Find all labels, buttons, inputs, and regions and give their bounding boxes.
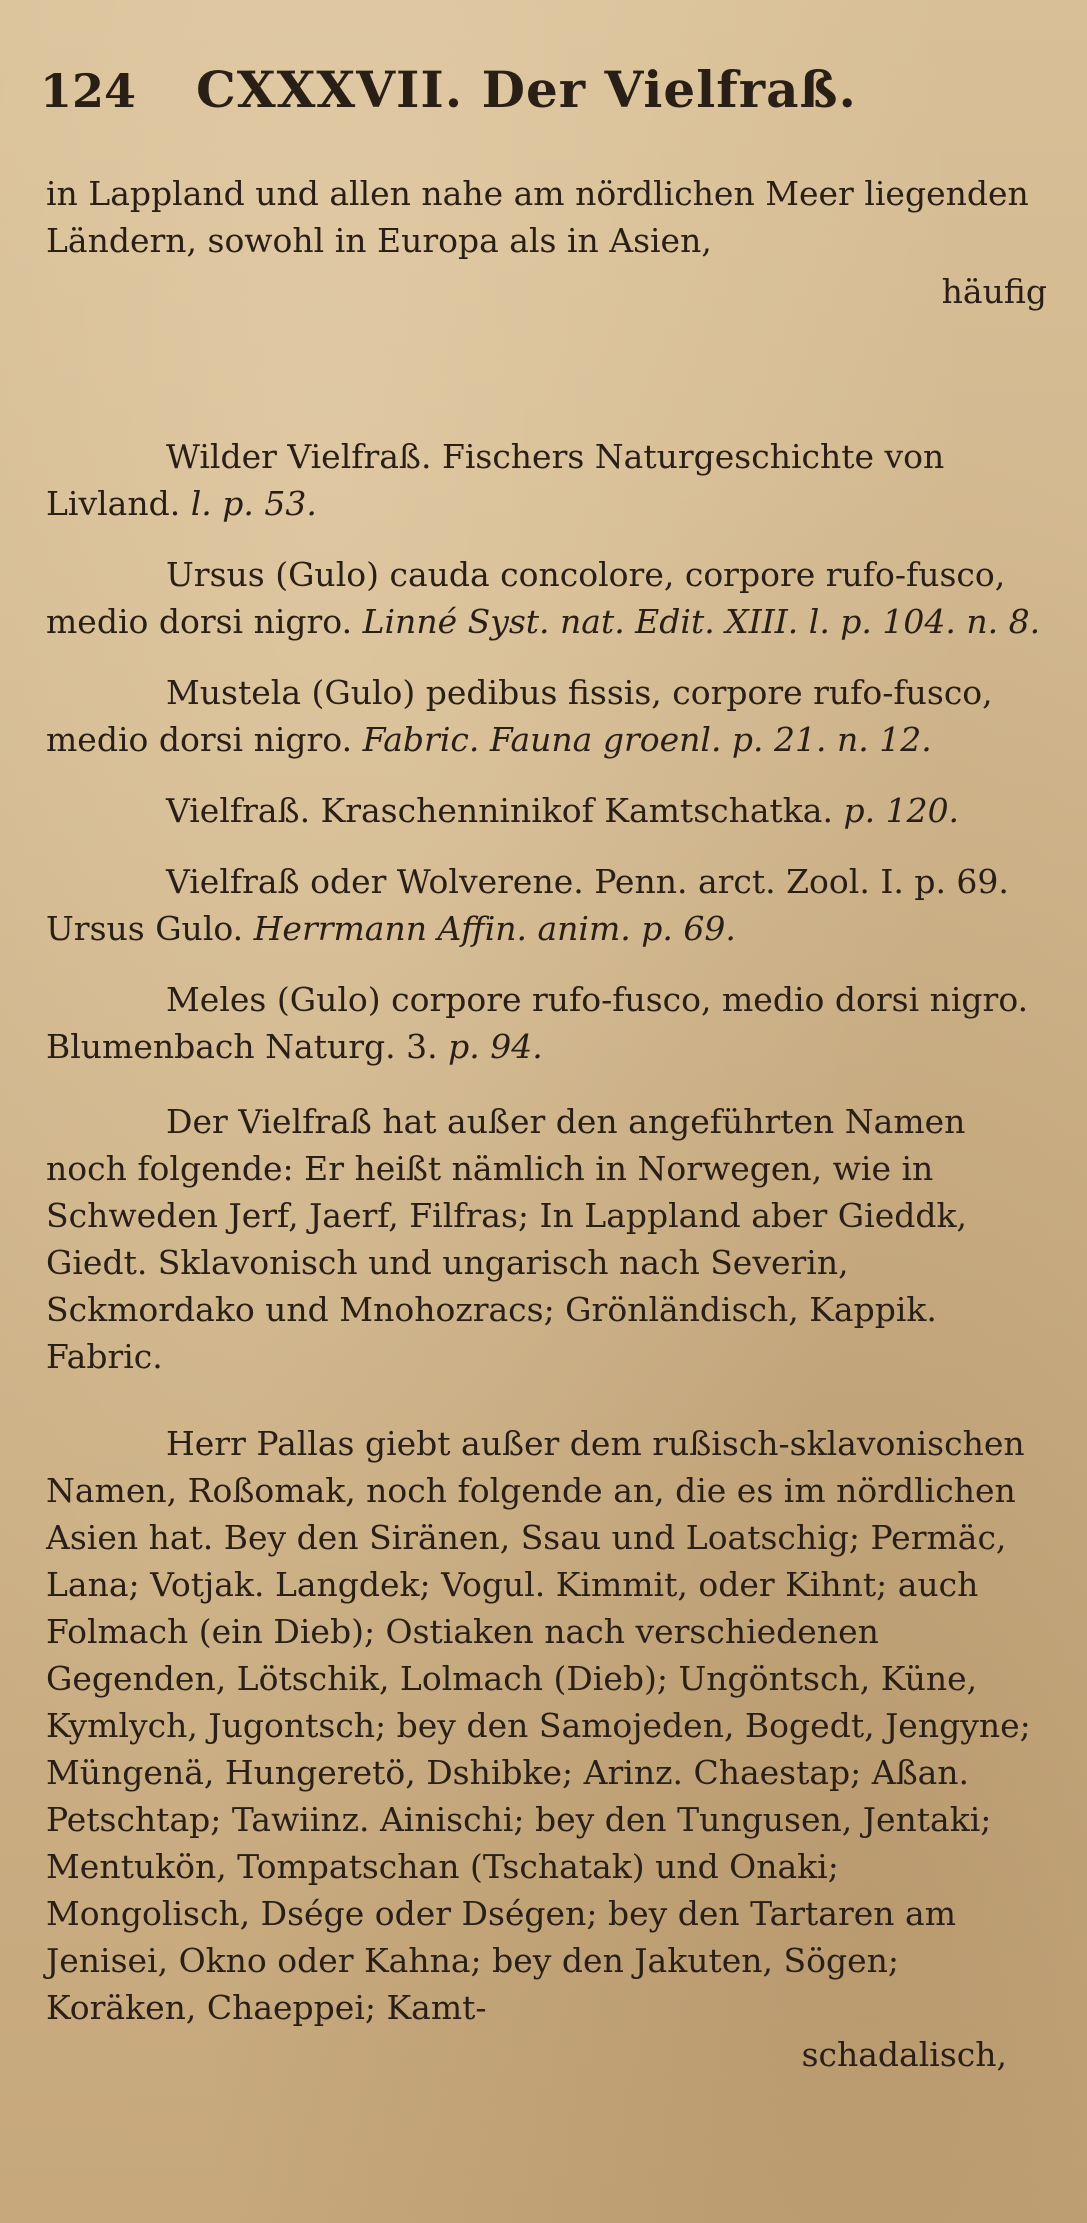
synonym-text: Mustela (Gulo) pedibus fissis, corpore rufo-fusco, medio dorsi nigro. [46, 673, 993, 759]
synonym-reference: p. 120. [843, 791, 960, 830]
synonym-text: Vielfraß oder Wolverene. Penn. arct. Zool. I. p. 69. Ursus Gulo. [46, 862, 1009, 948]
opening-text: in Lappland und allen nahe am nördlichen Meer liegenden Ländern, sowohl in Europa als in Asien, [46, 174, 1029, 260]
synonym-entry [46, 669, 1047, 763]
synonym-text: Ursus (Gulo) cauda concolore, corpore rufo-fusco, medio dorsi nigro. [46, 555, 1006, 641]
paragraph-pallas: Herr Pallas giebt außer dem rußisch-sklavonischen Namen, Roßomak, noch folgende an, die es im nördlichen Asien hat. Bey den Siränen, Ssau und Loatschig; Permäc, Lana; Votjak. Langdek; Vogul. Kimmit, oder Kihnt; auch Folmach (ein Dieb); Ostiaken nach verschiedenen Gegenden, Lötschik, Lolmach (Dieb); Ungöntsch, Küne, Kymlych, Jugontsch; bey den Samojeden, Bogedt, Jengyne; Müngenä, Hungeretö, Dshibke; Arinz. Chaestap; Aßan. Petschtap; Tawiinz. Ainischi; bey den Tungusen, Jentaki; Mentukön, Tompatschan (Tschatak) und Onaki; Mongolisch, Dsége oder Dségen; bey den Tartaren am Jenisei, Okno oder Kahna; bey den Jakuten, Sögen; Koräken, Chaeppei; Kamt- [46, 1424, 1031, 2027]
page-header [40, 60, 1047, 130]
synonym-reference: l. p. 53. [190, 484, 317, 523]
synonym-entry [46, 551, 1047, 645]
synonym-text: Wilder Vielfraß. Fischers Naturgeschichte von Livland. [46, 437, 945, 523]
synonym-reference: Fabric. Fauna groenl. p. 21. n. 12. [362, 720, 932, 759]
synonym-reference: p. 94. [448, 1027, 543, 1066]
synonym-text: Meles (Gulo) corpore rufo-fusco, medio dorsi nigro. Blumenbach Naturg. 3. [46, 980, 1029, 1066]
synonym-entry [46, 976, 1047, 1070]
paragraph-names: Der Vielfraß hat außer den angeführten Namen noch folgende: Er heißt nämlich in Norwegen, wie in Schweden Jerf, Jaerf, Filfras; In Lappland aber Gieddk, Giedt. Sklavonisch und ungarisch nach Severin, Sckmordako und Mnohozracs; Grönländisch, Kappik. Fabric. [46, 1102, 967, 1376]
synonym-entry [46, 858, 1047, 952]
running-title: CXXXVII. Der Vielfraß. [196, 60, 857, 119]
synonym-reference: Herrmann Affin. anim. p. 69. [253, 909, 736, 948]
synonym-entry [46, 433, 1047, 527]
final-line: schadalisch, [801, 2035, 1007, 2074]
page-number: 124 [40, 64, 137, 118]
synonym-entry [46, 787, 1047, 834]
synonym-text: Vielfraß. Kraschenninikof Kamtschatka. [166, 791, 833, 830]
synonym-reference: Linné Syst. nat. Edit. XIII. l. p. 104. n. 8. [362, 602, 1041, 641]
catchword: häufig [941, 272, 1047, 311]
page-body [46, 170, 1047, 2078]
